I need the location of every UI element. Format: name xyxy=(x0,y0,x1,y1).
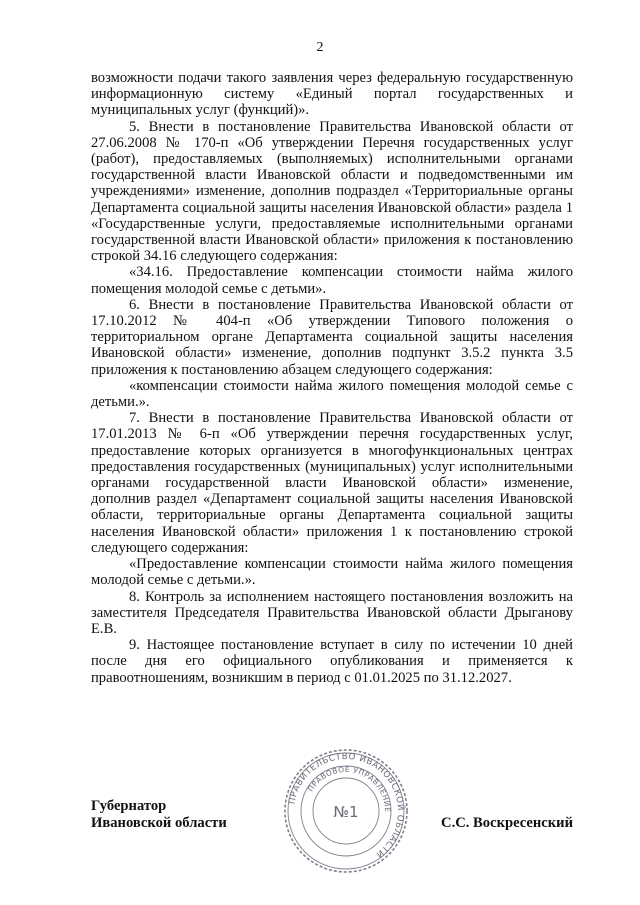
seal-inner-text: ПРАВОВОЕ УПРАВЛЕНИЕ xyxy=(305,764,393,813)
official-seal xyxy=(283,748,409,874)
paragraph-quote-compensation: «компенсации стоимости найма жилого помещения молодой семье с детьми.». xyxy=(91,377,573,411)
paragraph-item-9: 9. Настоящее постановление вступает в силу по истечении 10 дней после дня его официального опубликования и применяется к правоотношениям, возникшим в период с 01.01.2025 по 31.12.2027. xyxy=(91,637,573,686)
seal-outer-text: ПРАВИТЕЛЬСТВО ИВАНОВСКОЙ ОБЛАСТИ xyxy=(287,751,406,860)
signature-title-line1: Губернатор xyxy=(91,798,167,814)
paragraph-item-8: 8. Контроль за исполнением настоящего постановления возложить на заместителя Председателя Правительства Ивановской области Дрыганову Е.В. xyxy=(91,588,573,637)
document-body xyxy=(91,70,573,686)
paragraph-item-5: 5. Внести в постановление Правительства Ивановской области от 27.06.2008 № 170-п «Об утверждении Перечня государственных услуг (работ), предоставляемых (выполняемых) исполнительными органами государственной власти Ивановской области и подведомственными им учреждениями» изменение, дополнив подраздел «Территориальные органы Департамента социальной защиты населения Ивановской области» раздела 1 «Государственные услуги, предоставляемые исполнительными органами государственной власти Ивановской области» приложения к постановлению строкой 34.16 следующего содержания: xyxy=(91,118,573,265)
signature-name: С.С. Воскресенский xyxy=(441,815,573,831)
paragraph-continuation: возможности подачи такого заявления через федеральную государственную информационную систему «Единый портал государственных и муниципальных услуг (функций)». xyxy=(91,70,573,119)
seal-number: №1 xyxy=(333,803,359,821)
paragraph-quote-service: «Предоставление компенсации стоимости найма жилого помещения молодой семье с детьми.». xyxy=(91,556,573,589)
signature-title-line2: Ивановской области xyxy=(91,815,227,831)
signature-title xyxy=(91,798,227,832)
page-number: 2 xyxy=(316,40,324,55)
paragraph-item-7: 7. Внести в постановление Правительства Ивановской области от 17.01.2013 № 6-п «Об утверждении перечня государственных услуг, предоставление которых организуется в многофункциональных центрах предоставления государственных (муниципальных) услуг исполнительными органами государственной власти Ивановской области» изменение, дополнив раздел «Департамент социальной защиты населения Ивановской области, территориальные органы Департамента социальной защиты населения Ивановской области» приложения 1 к постановлению строкой следующего содержания: xyxy=(91,410,573,556)
paragraph-item-6: 6. Внести в постановление Правительства Ивановской области от 17.10.2012 № 404-п «Об утверждении Типового положения о территориальном органе Департамента социальной защиты населения Ивановской области» изменение, дополнив подпункт 3.5.2 пункта 3.5 приложения к постановлению абзацем следующего содержания: xyxy=(91,296,573,378)
paragraph-quote-34-16: «34.16. Предоставление компенсации стоимости найма жилого помещения молодой семье с детьми». xyxy=(91,264,573,297)
